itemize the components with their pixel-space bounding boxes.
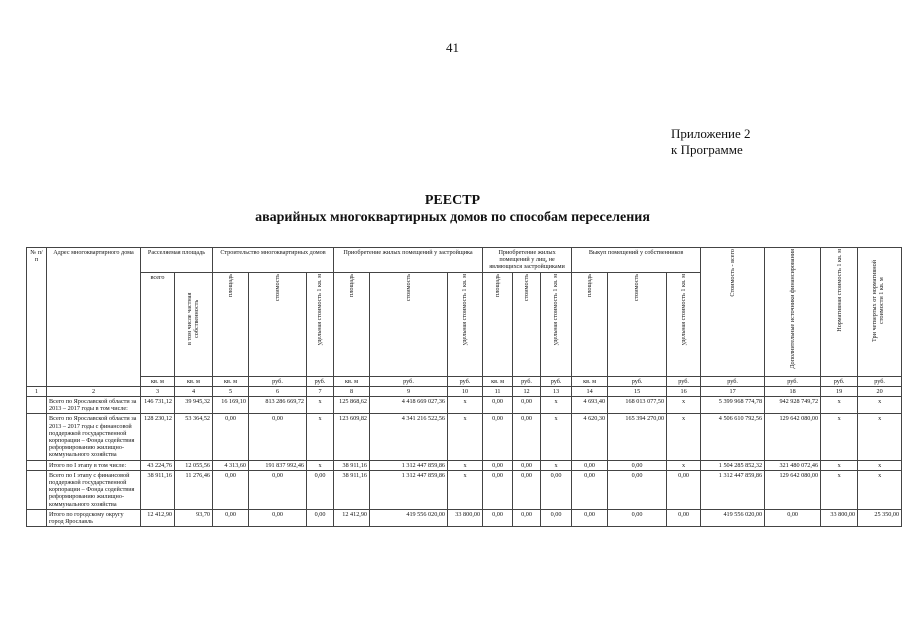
row-value-cell: 4 341 216 522,56 — [370, 414, 448, 460]
row-value-cell: 168 013 077,50 — [608, 397, 667, 414]
row-value-cell: x — [448, 460, 483, 470]
row-value-cell: 12 055,56 — [175, 460, 213, 470]
row-value-cell: 419 556 020,00 — [370, 509, 448, 526]
row-value-cell: 33 800,00 — [448, 509, 483, 526]
row-value-cell: 0,00 — [667, 470, 701, 509]
col-number: 5 — [213, 386, 249, 396]
row-value-cell: 4 313,60 — [213, 460, 249, 470]
col-number: 4 — [175, 386, 213, 396]
row-value-cell: 129 642 080,00 — [765, 414, 821, 460]
col-number: 6 — [249, 386, 307, 396]
col-number: 10 — [448, 386, 483, 396]
header-sub-area: площадь — [572, 272, 608, 376]
header-three-quarters: Три четвертых от нормативной стоимости 1 кв. м — [858, 248, 902, 377]
row-value-cell: 191 837 992,46 — [249, 460, 307, 470]
row-value-cell: 0,00 — [249, 414, 307, 460]
row-value-cell: 5 399 968 774,78 — [701, 397, 765, 414]
row-value-cell: x — [821, 460, 858, 470]
row-value-cell: 11 276,46 — [175, 470, 213, 509]
row-value-cell: x — [667, 460, 701, 470]
row-value-cell: 0,00 — [483, 470, 513, 509]
header-acq-developer: Приобретение жилых помещений у застройщика — [334, 248, 483, 273]
row-value-cell: 165 394 270,00 — [608, 414, 667, 460]
header-construction: Строительство многоквартирных домов — [213, 248, 334, 273]
col-number: 20 — [858, 386, 902, 396]
row-value-cell: 0,00 — [513, 470, 541, 509]
header-norm-cost: Нормативная стоимость 1 кв. м — [821, 248, 858, 377]
row-number — [27, 470, 47, 509]
row-value-cell: 123 609,82 — [334, 414, 370, 460]
unit-cell: кв. м — [141, 376, 175, 386]
row-value-cell: 38 911,16 — [334, 470, 370, 509]
row-value-cell: 0,00 — [513, 460, 541, 470]
row-value-cell: 38 911,16 — [141, 470, 175, 509]
unit-cell: руб. — [370, 376, 448, 386]
header-sub-total: всего — [141, 272, 175, 376]
header-extra-sources: Дополнительные источники финансирования — [765, 248, 821, 377]
header-row-units — [27, 376, 902, 386]
row-value-cell: 12 412,90 — [334, 509, 370, 526]
unit-cell: руб. — [307, 376, 334, 386]
row-value-cell: 0,00 — [483, 460, 513, 470]
registry-table — [26, 247, 902, 527]
row-value-cell: 0,00 — [483, 397, 513, 414]
table-row — [27, 414, 902, 460]
header-address: Адрес многоквартирного дома — [47, 248, 141, 387]
unit-cell: руб. — [701, 376, 765, 386]
col-number: 19 — [821, 386, 858, 396]
title-line-1: РЕЕСТР — [424, 193, 481, 208]
row-value-cell: 0,00 — [667, 509, 701, 526]
header-buyout: Выкуп помещений у собственников — [572, 248, 701, 273]
table-row — [27, 470, 902, 509]
row-number — [27, 460, 47, 470]
row-value-cell: 16 169,10 — [213, 397, 249, 414]
row-value-cell: x — [448, 397, 483, 414]
row-value-cell: 25 350,00 — [858, 509, 902, 526]
row-value-cell: 0,00 — [213, 414, 249, 460]
row-value-cell: x — [541, 397, 572, 414]
header-sub-unit: удельная стоимость 1 кв. м — [667, 272, 701, 376]
row-value-cell: 0,00 — [213, 470, 249, 509]
row-value-cell: 0,00 — [541, 509, 572, 526]
header-sub-unit: удельная стоимость 1 кв. м — [307, 272, 334, 376]
table-row — [27, 509, 902, 526]
row-value-cell: 38 911,16 — [334, 460, 370, 470]
header-sub-cost: стоимость — [608, 272, 667, 376]
unit-cell: кв. м — [213, 376, 249, 386]
row-value-cell: 0,00 — [572, 470, 608, 509]
page-number: 41 — [446, 40, 459, 55]
row-value-cell: 1 312 447 859,86 — [701, 470, 765, 509]
unit-cell: руб. — [448, 376, 483, 386]
row-value-cell: x — [541, 414, 572, 460]
row-address: Всего по Ярославской области за 2013 – 2017 годы в том числе: — [47, 397, 141, 414]
row-value-cell: 0,00 — [513, 509, 541, 526]
row-value-cell: 813 286 669,72 — [249, 397, 307, 414]
row-value-cell: 0,00 — [765, 509, 821, 526]
row-value-cell: x — [667, 414, 701, 460]
table-row — [27, 397, 902, 414]
row-value-cell: 4 418 669 027,36 — [370, 397, 448, 414]
row-value-cell: x — [821, 397, 858, 414]
row-value-cell: 0,00 — [513, 414, 541, 460]
row-value-cell: x — [858, 397, 902, 414]
row-number — [27, 414, 47, 460]
row-value-cell: x — [858, 470, 902, 509]
row-value-cell: 0,00 — [483, 414, 513, 460]
header-sub-cost: стоимость — [370, 272, 448, 376]
header-sub-cost: стоимость — [249, 272, 307, 376]
header-sub-area: площадь — [213, 272, 249, 376]
unit-cell: руб. — [821, 376, 858, 386]
unit-cell: кв. м — [483, 376, 513, 386]
row-number — [27, 509, 47, 526]
col-number: 3 — [141, 386, 175, 396]
row-value-cell: 419 556 020,00 — [701, 509, 765, 526]
row-value-cell: 125 868,62 — [334, 397, 370, 414]
row-value-cell: x — [821, 414, 858, 460]
row-address: Итого по городскому округу город Ярославль — [47, 509, 141, 526]
unit-cell: кв. м — [334, 376, 370, 386]
row-value-cell: x — [858, 414, 902, 460]
header-acq-other: Приобретение жилых помещений у лиц, не являющихся застройщиками — [483, 248, 572, 273]
row-address: Итого по I этапу в том числе: — [47, 460, 141, 470]
unit-cell: руб. — [513, 376, 541, 386]
row-value-cell: x — [307, 414, 334, 460]
header-sub-cost: стоимость — [513, 272, 541, 376]
appendix-note — [671, 126, 751, 158]
row-value-cell: 1 312 447 859,86 — [370, 460, 448, 470]
appendix-line-1: Приложение 2 — [671, 126, 751, 141]
column-numbers-row — [27, 386, 902, 396]
row-value-cell: 0,00 — [483, 509, 513, 526]
col-number: 2 — [47, 386, 141, 396]
header-num: № п/п — [27, 248, 47, 387]
row-value-cell: 942 928 749,72 — [765, 397, 821, 414]
row-value-cell: x — [448, 414, 483, 460]
col-number: 16 — [667, 386, 701, 396]
col-number: 7 — [307, 386, 334, 396]
row-value-cell: x — [307, 460, 334, 470]
col-number: 14 — [572, 386, 608, 396]
row-value-cell: 0,00 — [608, 509, 667, 526]
title-line-2: аварийных многоквартирных домов по способам переселения — [255, 210, 650, 225]
row-number — [27, 397, 47, 414]
row-value-cell: 0,00 — [608, 460, 667, 470]
row-value-cell: 129 642 080,00 — [765, 470, 821, 509]
row-value-cell: 39 945,32 — [175, 397, 213, 414]
row-value-cell: 0,00 — [608, 470, 667, 509]
row-value-cell: 53 364,52 — [175, 414, 213, 460]
row-value-cell: 0,00 — [572, 509, 608, 526]
col-number: 15 — [608, 386, 667, 396]
row-value-cell: 0,00 — [513, 397, 541, 414]
col-number: 17 — [701, 386, 765, 396]
row-value-cell: 0,00 — [307, 509, 334, 526]
row-address: Всего по I этапу с финансовой поддержкой государственной корпорации – Фонда содействия реформированию жилищно-коммунального хозяйства — [47, 470, 141, 509]
row-value-cell: 4 620,30 — [572, 414, 608, 460]
col-number: 9 — [370, 386, 448, 396]
row-value-cell: x — [821, 470, 858, 509]
document-title — [0, 192, 905, 226]
header-sub-area: площадь — [334, 272, 370, 376]
row-value-cell: 4 693,40 — [572, 397, 608, 414]
unit-cell: руб. — [249, 376, 307, 386]
row-value-cell: x — [858, 460, 902, 470]
unit-cell: кв. м — [572, 376, 608, 386]
row-value-cell: x — [307, 397, 334, 414]
col-number: 1 — [27, 386, 47, 396]
header-total-cost: Стоимость - всего — [701, 248, 765, 377]
unit-cell: руб. — [765, 376, 821, 386]
row-value-cell: 1 312 447 859,86 — [370, 470, 448, 509]
appendix-line-2: к Программе — [671, 142, 743, 157]
col-number: 11 — [483, 386, 513, 396]
unit-cell: кв. м — [175, 376, 213, 386]
row-address: Всего по Ярославской области за 2013 – 2017 годы с финансовой поддержкой государственной корпорации – Фонда содействия реформированию жилищно-коммунального хозяйства — [47, 414, 141, 460]
unit-cell: руб. — [541, 376, 572, 386]
header-sub-unit: удельная стоимость 1 кв. м — [448, 272, 483, 376]
row-value-cell: 33 800,00 — [821, 509, 858, 526]
header-sub-area: площадь — [483, 272, 513, 376]
col-number: 8 — [334, 386, 370, 396]
row-value-cell: 4 506 610 792,56 — [701, 414, 765, 460]
col-number: 13 — [541, 386, 572, 396]
row-value-cell: 0,00 — [572, 460, 608, 470]
row-value-cell: 93,70 — [175, 509, 213, 526]
unit-cell: руб. — [667, 376, 701, 386]
col-number: 18 — [765, 386, 821, 396]
row-value-cell: 1 504 285 852,32 — [701, 460, 765, 470]
row-value-cell: x — [541, 460, 572, 470]
row-value-cell: 0,00 — [213, 509, 249, 526]
header-settled-area: Расселяемая площадь — [141, 248, 213, 273]
unit-cell: руб. — [608, 376, 667, 386]
table-body — [27, 397, 902, 527]
row-value-cell: 12 412,90 — [141, 509, 175, 526]
row-value-cell: 0,00 — [249, 509, 307, 526]
header-row-groups — [27, 248, 902, 273]
header-sub-unit: удельная стоимость 1 кв. м — [541, 272, 572, 376]
header-sub-private: в том числе частная собственность — [175, 272, 213, 376]
unit-cell: руб. — [858, 376, 902, 386]
row-value-cell: x — [667, 397, 701, 414]
row-value-cell: 0,00 — [249, 470, 307, 509]
row-value-cell: 128 230,12 — [141, 414, 175, 460]
row-value-cell: 43 224,76 — [141, 460, 175, 470]
row-value-cell: 321 480 072,46 — [765, 460, 821, 470]
table-row — [27, 460, 902, 470]
col-number: 12 — [513, 386, 541, 396]
row-value-cell: 0,00 — [541, 470, 572, 509]
row-value-cell: 146 731,12 — [141, 397, 175, 414]
row-value-cell: 0,00 — [307, 470, 334, 509]
row-value-cell: x — [448, 470, 483, 509]
